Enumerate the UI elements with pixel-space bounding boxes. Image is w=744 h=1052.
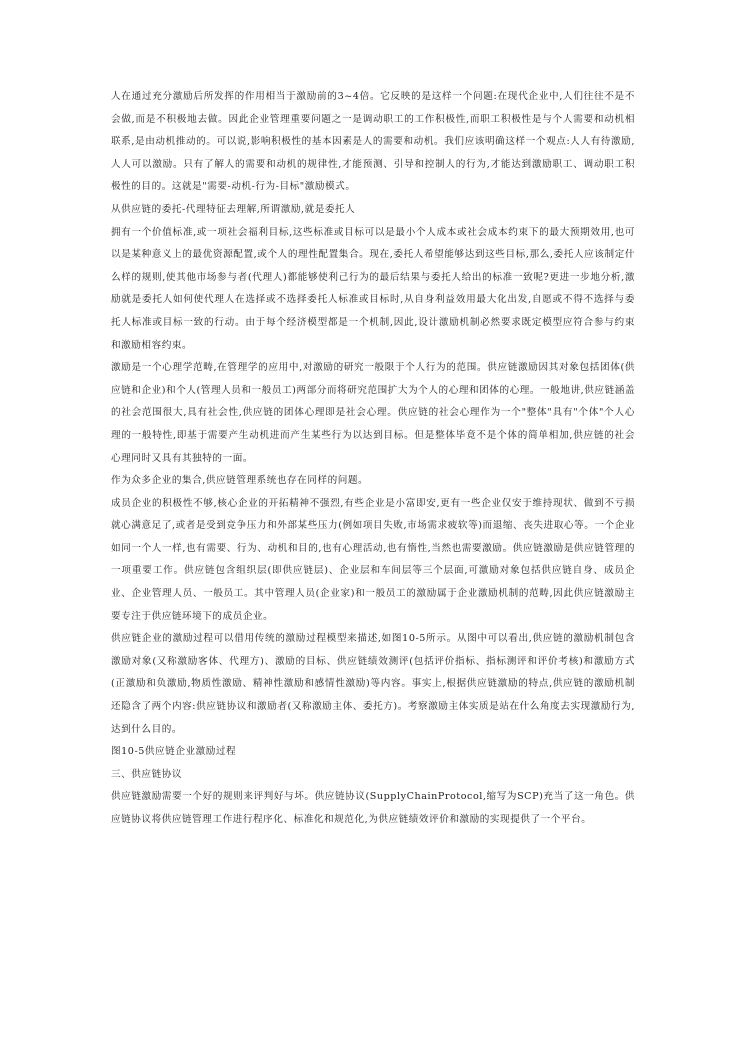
paragraph-incentive-process: 供应链企业的激励过程可以借用传统的激励过程模型来描述,如图10-5所示。从图中可以看出,供应链的激励机制包含激励对象(又称激励客体、代理方)、激励的目标、供应链绩效测评(包括评价指标、指标测评和评价考核)和激励方式(正激励和负激励,物质性激励、精神性激励和感情性激励)等内容。事实上,根据供应链激励的特点,供应链的激励机制还隐含了两个内容:供应链协议和激励者(又称激励主体、委托方)。考察激励主体实质是站在什么角度去实现激励行为,达到什么目的。	[111, 633, 635, 735]
figure-caption: 图10-5供应链企业激励过程	[111, 746, 237, 758]
paragraph-incentive-effect: 人在通过充分激励后所发挥的作用相当于激励前的3~4倍。它反映的是这样一个问题:在现代企业中,人们往往不是不会做,而是不积极地去做。因此企业管理重要问题之一是调动职工的工作积极性,而职工积极性是与个人需要和动机相联系,是由动机推动的。可以说,影响积极性的基本因素是人的需要和动机。我们应该明确这样一个观点:人人有待激励,人人可以激励。只有了解人的需要和动机的规律性,才能预测、引导和控制人的行为,才能达到激励职工、调动职工积极性的目的。这就是"需要-动机-行为-目标"激励模式。	[111, 91, 635, 193]
paragraph-principal-agent-intro: 从供应链的委托-代理特征去理解,所谓激励,就是委托人	[111, 203, 356, 215]
document-page	[111, 86, 635, 832]
paragraph-psychology-scope: 激励是一个心理学范畴,在管理学的应用中,对激励的研究一般限于个人行为的范围。供应链激励因其对象包括团体(供应链和企业)和个人(管理人员和一般员工)两部分而将研究范围扩大为个人的心理和团体的心理。一般地讲,供应链涵盖的社会范围很大,具有社会性,供应链的团体心理即是社会心理。供应链的社会心理作为一个"整体"具有"个体"个人心理的一般特性,即基于需要产生动机进而产生某些行为以达到目标。但是整体毕竟不是个体的简单相加,供应链的社会心理同时又具有其独特的一面。	[111, 362, 635, 464]
paragraph-supply-chain-protocol: 供应链激励需要一个好的规则来评判好与坏。供应链协议(SupplyChainProtocol,缩写为SCP)充当了这一角色。供应链协议将供应链管理工作进行程序化、标准化和规范化,为供应链绩效评价和激励的实现提供了一个平台。	[111, 791, 635, 825]
paragraph-enterprise-collection: 作为众多企业的集合,供应链管理系统也存在同样的问题。	[111, 475, 369, 487]
section-heading: 三、供应链协议	[111, 768, 183, 780]
paragraph-member-enterprise: 成员企业的积极性不够,核心企业的开拓精神不强烈,有些企业是小富即安,更有一些企业仅安于维持现状、做到不亏损就心满意足了,或者是受到竞争压力和外部某些压力(例如项目失败,市场需求疲软等)而退缩、丧失进取心等。一个企业如同一个人一样,也有需要、行为、动机和目的,也有心理活动,也有惰性,当然也需要激励。供应链激励是供应链管理的一项重要工作。供应链包含组织层(即供应链层)、企业层和车间层等三个层面,可激励对象包括供应链自身、成员企业、企业管理人员、一般员工。其中管理人员(企业家)和一般员工的激励属于企业激励机制的范畴,因此供应链激励主要专注于供应链环境下的成员企业。	[111, 497, 635, 622]
paragraph-value-standard: 拥有一个价值标准,或一项社会福利目标,这些标准或目标可以是最小个人成本或社会成本约束下的最大预期效用,也可以是某种意义上的最优资源配置,或个人的理性配置集合。现在,委托人希望能够达到这些目标,那么,委托人应该制定什么样的规则,使其他市场参与者(代理人)都能够使利己行为的最后结果与委托人给出的标准一致呢?更进一步地分析,激励就是委托人如何使代理人在选择或不选择委托人标准或目标时,从自身利益效用最大化出发,自愿或不得不选择与委托人标准或目标一致的行动。由于每个经济模型都是一个机制,因此,设计激励机制必然要求既定模型应符合参与约束和激励相容约束。	[111, 226, 635, 351]
